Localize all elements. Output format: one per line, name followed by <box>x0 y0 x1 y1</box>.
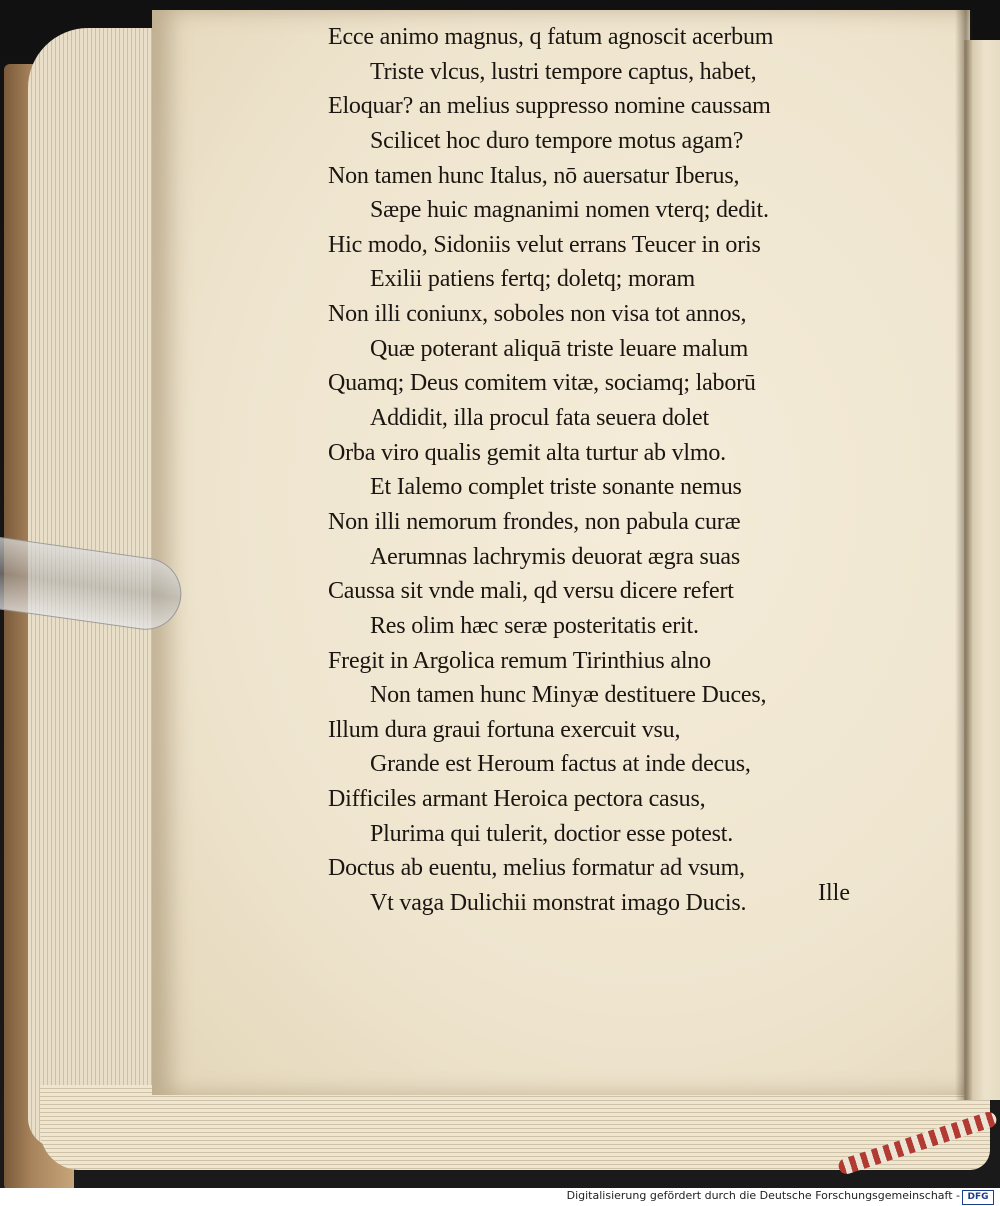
verse-line: Res olim hæc seræ posteritatis erit. <box>370 612 699 639</box>
verse-line: Quæ poterant aliquā triste leuare malum <box>370 335 749 362</box>
verse-text <box>328 20 868 921</box>
verse-line: Grande est Heroum factus at inde decus, <box>370 751 751 778</box>
verse-line: Non illi nemorum frondes, non pabula curæ <box>328 508 741 535</box>
verse-line: Non illi coniunx, soboles non visa tot annos, <box>328 301 747 328</box>
verse-line: Orba viro qualis gemit alta turtur ab vlmo. <box>328 439 726 466</box>
verse-line: Aerumnas lachrymis deuorat ægra suas <box>370 543 741 570</box>
verse-line: Triste vlcus, lustri tempore captus, habet, <box>370 58 757 85</box>
verse-line: Et Ialemo complet triste sonante nemus <box>370 474 742 501</box>
gutter-shadow <box>955 10 973 1100</box>
verse-line: Quamq; Deus comitem vitæ, sociamq; laborū <box>328 370 756 397</box>
verse-line: Sæpe huic magnanimi nomen vterq; dedit. <box>370 197 769 224</box>
verse-line: Doctus ab euentu, melius formatur ad vsum, <box>328 855 745 882</box>
verse-line: Caussa sit vnde mali, qd versu dicere refert <box>328 578 734 605</box>
verse-line: Vt vaga Dulichii monstrat imago Ducis. <box>370 890 747 917</box>
verse-line: Scilicet hoc duro tempore motus agam? <box>370 127 744 154</box>
credit-text: Digitalisierung gefördert durch die Deutsche Forschungsgemeinschaft - <box>566 1189 960 1202</box>
dfg-logo-icon: DFG <box>962 1190 994 1205</box>
verse-line: Non tamen hunc Italus, nō auersatur Iberus, <box>328 162 740 189</box>
catchword: Ille <box>818 880 850 906</box>
verse-line: Ecce animo magnus, q fatum agnoscit acerbum <box>328 24 774 50</box>
credit-bar <box>0 1188 1000 1206</box>
verse-line: Hic modo, Sidoniis velut errans Teucer in oris <box>328 231 761 258</box>
verse-line: Addidit, illa procul fata seuera dolet <box>370 405 709 432</box>
verse-line: Difficiles armant Heroica pectora casus, <box>328 786 706 813</box>
verse-line: Plurima qui tulerit, doctior esse potest. <box>370 820 734 847</box>
verse-line: Exilii patiens fertq; doletq; moram <box>370 266 695 293</box>
verse-line: Illum dura graui fortuna exercuit vsu, <box>328 716 681 743</box>
verse-line: Non tamen hunc Minyæ destituere Duces, <box>370 682 767 709</box>
verse-line: Eloquar? an melius suppresso nomine caussam <box>328 93 771 120</box>
verse-line: Fregit in Argolica remum Tirinthius alno <box>328 647 711 674</box>
